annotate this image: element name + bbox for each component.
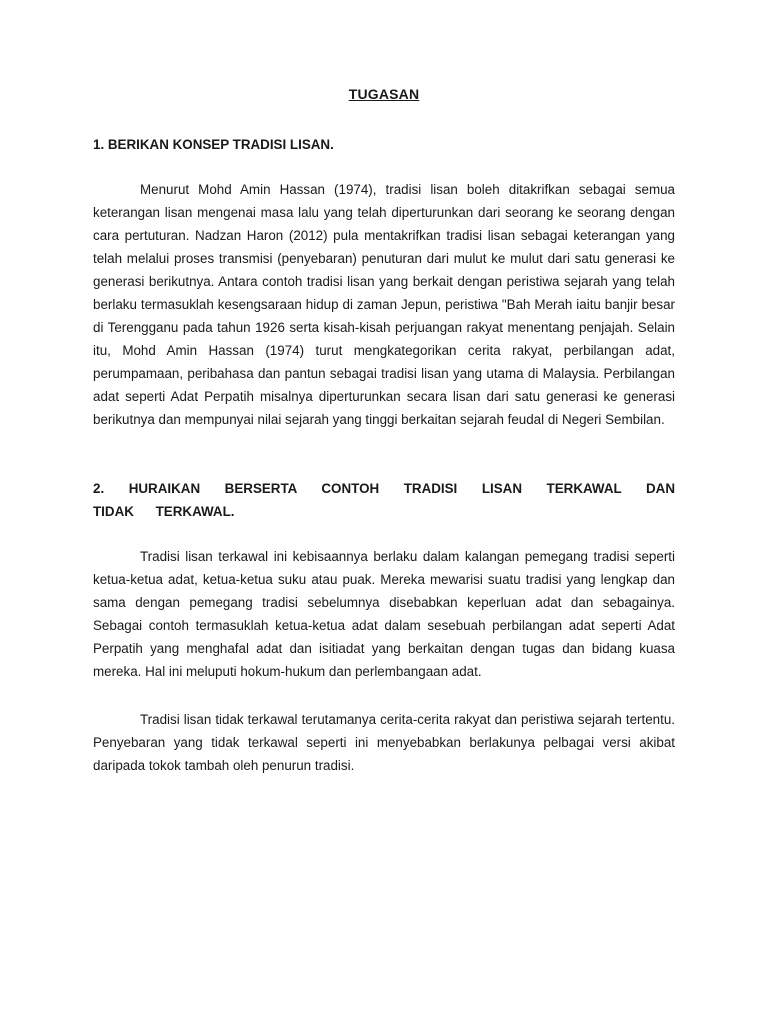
section-2-paragraph-1: Tradisi lisan terkawal ini kebisaannya berlaku dalam kalangan pemegang tradisi seperti ketua-ketua adat, ketua-ketua suku atau puak. Mereka mewarisi suatu tradisi yang lengkap dan sama dengan pemegang tradisi sebelumnya disebabkan keperluan adat dan sebagainya. Sebagai contoh termasuklah ketua-ketua adat dalam sesebuah perbilangan adat seperti Adat Perpatih yang menghafal adat dan isitiadat yang berkaitan dengan tugas dan bidang kuasa mereka. Hal ini meluputi hokum-hukum dan perlembangaan adat.	[93, 549, 675, 679]
document-title: TUGASAN	[348, 86, 420, 102]
document-page	[93, 0, 675, 1024]
section-2-heading: 2. HURAIKAN BERSERTA CONTOH TRADISI LISAN TERKAWAL DAN TIDAK TERKAWAL.	[93, 481, 675, 519]
section-1-paragraph: Menurut Mohd Amin Hassan (1974), tradisi lisan boleh ditakrifkan sebagai semua keterangan lisan mengenai masa lalu yang telah diperturunkan dari seorang ke seorang dengan cara pertuturan. Nadzan Haron (2012) pula mentakrifkan tradisi lisan sebagai keterangan yang telah melalui proses transmisi (penyebaran) penuturan dari mulut ke mulut dari satu generasi ke generasi berikutnya. Antara contoh tradisi lisan yang berkait dengan peristiwa sejarah yang telah berlaku termasuklah kesengsaraan hidup di zaman Jepun, peristiwa "Bah Merah iaitu banjir besar di Terengganu pada tahun 1926 serta kisah-kisah perjuangan rakyat menentang penjajah. Selain itu, Mohd Amin Hassan (1974) turut mengkategorikan cerita rakyat, perbilangan adat, perumpamaan, peribahasa dan pantun sebagai tradisi lisan yang utama di Malaysia. Perbilangan adat seperti Adat Perpatih misalnya diperturunkan secara lisan dari satu generasi ke generasi berikutnya dan mempunyai nilai sejarah yang tinggi berkaitan sejarah feudal di Negeri Sembilan.	[93, 182, 675, 427]
section-1-heading: 1. BERIKAN KONSEP TRADISI LISAN.	[93, 137, 334, 152]
section-2-paragraph-2: Tradisi lisan tidak terkawal terutamanya cerita-cerita rakyat dan peristiwa sejarah tertentu. Penyebaran yang tidak terkawal seperti ini menyebabkan berlakunya pelbagai versi akibat daripada tokok tambah oleh penurun tradisi.	[93, 712, 675, 773]
